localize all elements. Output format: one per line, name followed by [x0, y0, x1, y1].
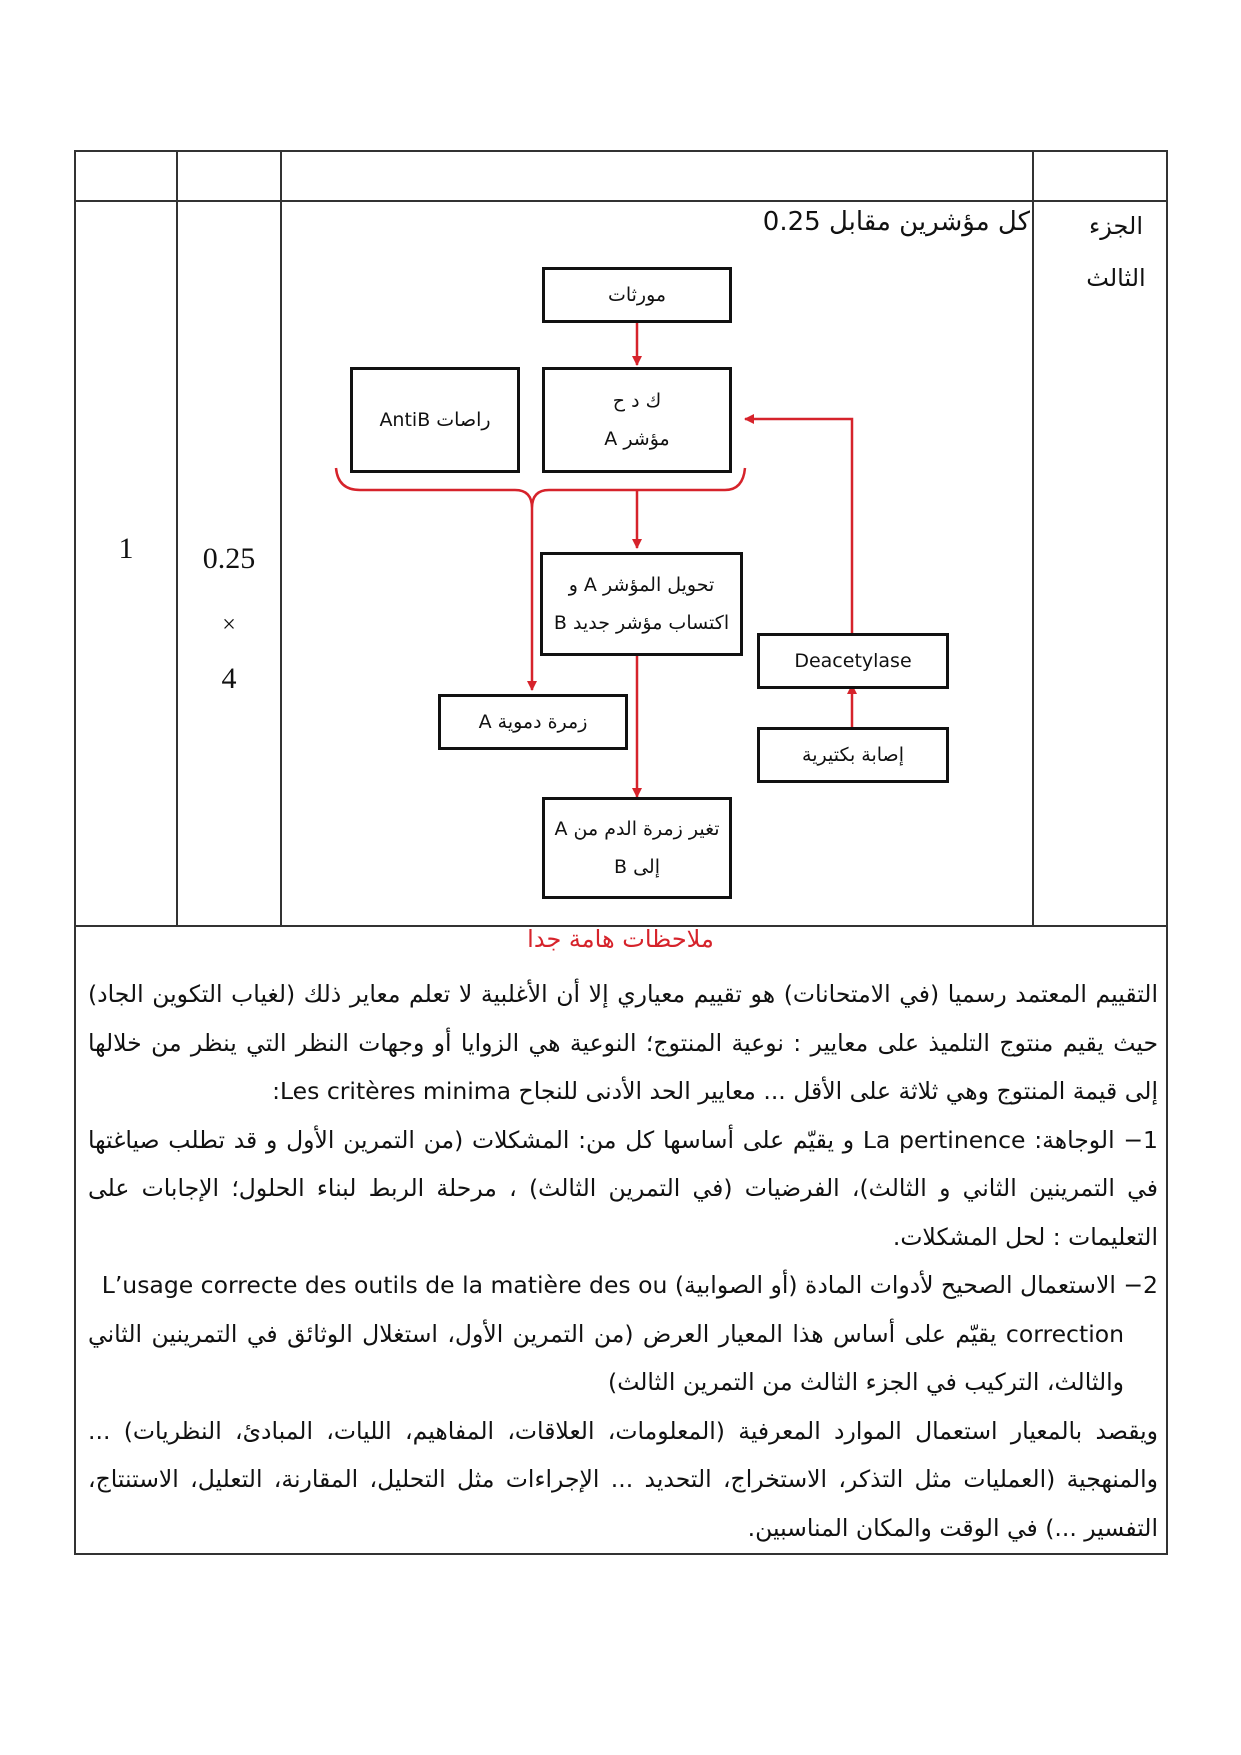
box-blood-group: [438, 694, 628, 750]
box-antigen: [542, 367, 732, 473]
notes-paragraph-2: 1− الوجاهة: La pertinence و يقيّم على أساسها كل من: المشكلات (من التمرين الأول و قد تطلب صياغتها في التمرينين الثاني و الثالث)، الفرضيات (في التمرين الثالث) ، مرحلة الربط لبناء الحلول؛ الإجابات على التعليمات : لحل المشكلات.: [88, 1125, 1158, 1251]
box-antigen-line1: ك د ح: [612, 390, 662, 412]
box-genes-label: مورثات: [607, 284, 667, 306]
box-enzyme: [757, 633, 949, 689]
box-transform: [540, 552, 743, 656]
box-antibodies: [350, 367, 520, 473]
part-label-line1: الجزء: [1089, 212, 1143, 240]
grade-cell: 1: [118, 532, 134, 565]
box-antibodies-label: راصات AntiB: [379, 409, 491, 431]
box-infection-label: إصابة بكتيرية: [802, 744, 904, 766]
brace: [336, 468, 745, 508]
notes-paragraph-4: correction يقيّم على أساس هذا المعيار العرض (من التمرين الأول، استغلال الوثائق في التمرينين الثاني والثالث، التركيب في الجزء الثالث من التمرين الثالث): [88, 1319, 1124, 1396]
notes-paragraph-3: 2− الاستعمال الصحيح لأدوات المادة (أو الصوابية) L’usage correcte des outils de la matière des ou: [101, 1271, 1158, 1299]
box-genes: [542, 267, 732, 323]
score-count: 4: [221, 662, 237, 695]
part-label-line2: الثالث: [1086, 264, 1146, 292]
box-transform-line2: اكتساب مؤشر جديد B: [553, 612, 730, 634]
box-blood-group-label: زمرة دموية A: [478, 711, 588, 733]
score-value: 0.25: [202, 542, 256, 575]
box-antigen-line2: مؤشر A: [604, 428, 670, 450]
box-change-line1: تغير زمرة الدم من A: [554, 818, 720, 840]
table-border-bottom: [74, 1553, 1168, 1555]
box-change-line2: إلى B: [614, 856, 660, 878]
indicator-text: كل مؤشرين مقابل 0.25: [762, 207, 1030, 237]
notes-paragraph-5: ويقصد بالمعيار استعمال الموارد المعرفية (المعلومات، العلاقات، المفاهيم، الليات، المبادئ، النظريات) ... والمنهجية (العمليات مثل التذكر، الاستخراج، التحديد ... الإجراءات مثل التحليل، المقارنة، التعليل، الاستنتاج، التفسير ...) في الوقت والمكان المناسبين.: [88, 1416, 1158, 1542]
box-infection: [757, 727, 949, 783]
box-change: [542, 797, 732, 899]
notes-paragraph-1: التقييم المعتمد رسميا (في الامتحانات) هو تقييم معياري إلا أن الأغلبية لا تعلم معاير ذلك (لغياب التكوين الجاد) حيث يقيم منتوج التلميذ على معايير : نوعية المنتوج؛ النوعية هي الزوايا أو وجهات النظر التي ينظر من خلالها إلى قيمة المنتوج وهي ثلاثة على الأقل ... معايير الحد الأدنى للنجاح Les critères minima:: [88, 980, 1158, 1105]
notes-body: [88, 970, 1158, 1552]
box-enzyme-label: Deacetylase: [794, 650, 912, 672]
notes-title: ملاحظات هامة جدا: [527, 925, 714, 953]
score-times: ×: [222, 612, 236, 638]
arrow-enzyme-to-antigen: [745, 419, 852, 633]
box-transform-line1: تحويل المؤشر A و: [568, 574, 715, 596]
